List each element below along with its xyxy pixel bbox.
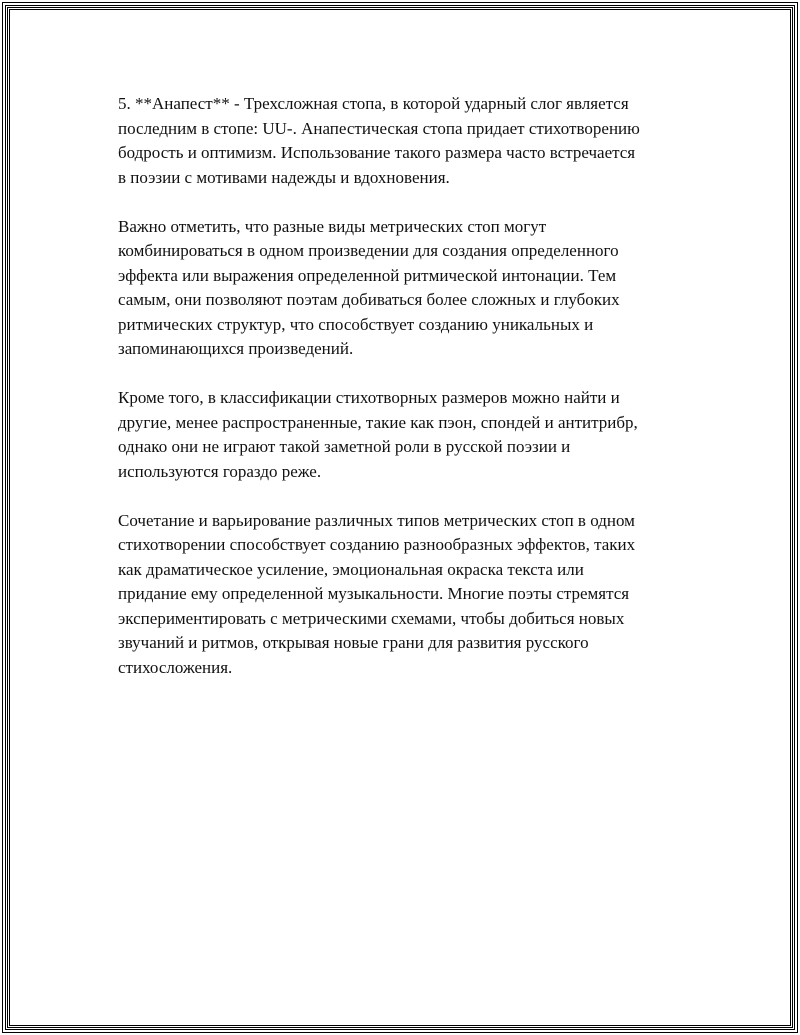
text-line: бодрость и оптимизм. Использование такого размера часто встречается: [118, 143, 636, 162]
paragraph-combination: [118, 215, 698, 362]
text-line: стихотворении способствует созданию разнообразных эффектов, таких: [118, 535, 636, 554]
text-line: Сочетание и варьирование различных типов метрических стоп в одном: [118, 510, 635, 530]
paragraph-other-meters: [118, 386, 698, 484]
text-line: эффекта или выражения определенной ритмической интонации. Тем: [118, 265, 617, 285]
text-line: используются гораздо реже.: [118, 461, 322, 481]
paragraph-anapest: [118, 92, 698, 190]
text-line: последним в стопе: UU-. Анапестическая стопа придает стихотворению: [118, 118, 640, 138]
text-line: Важно отметить, что разные виды метрических стоп могут: [118, 216, 547, 236]
document-body: [118, 92, 698, 705]
text-line: придание ему определенной музыкальности. Многие поэты стремятся: [118, 584, 630, 603]
text-line: звучаний и ритмов, открывая новые грани для развития русского: [118, 633, 589, 652]
text-line: экспериментировать с метрическими схемами, чтобы добиться новых: [118, 608, 625, 628]
text-line: комбинироваться в одном произведении для создания определенного: [118, 241, 619, 260]
text-line: другие, менее распространенные, такие как пэон, спондей и антитрибр,: [118, 412, 638, 432]
text-line: запоминающихся произведений.: [118, 339, 354, 358]
text-line: 5. **Анапест** - Трехсложная стопа, в которой ударный слог является: [118, 94, 629, 113]
text-line: ритмических структур, что способствует созданию уникальных и: [118, 314, 594, 334]
text-line: в поэзии с мотивами надежды и вдохновения.: [118, 167, 450, 187]
text-line: самым, они позволяют поэтам добиваться более сложных и глубоких: [118, 290, 620, 309]
paragraph-variation: [118, 509, 698, 681]
text-line: как драматическое усиление, эмоциональная окраска текста или: [118, 559, 584, 579]
text-line: Кроме того, в классификации стихотворных размеров можно найти и: [118, 388, 620, 407]
text-line: однако они не играют такой заметной роли в русской поэзии и: [118, 437, 571, 456]
text-line: стихосложения.: [118, 657, 233, 677]
